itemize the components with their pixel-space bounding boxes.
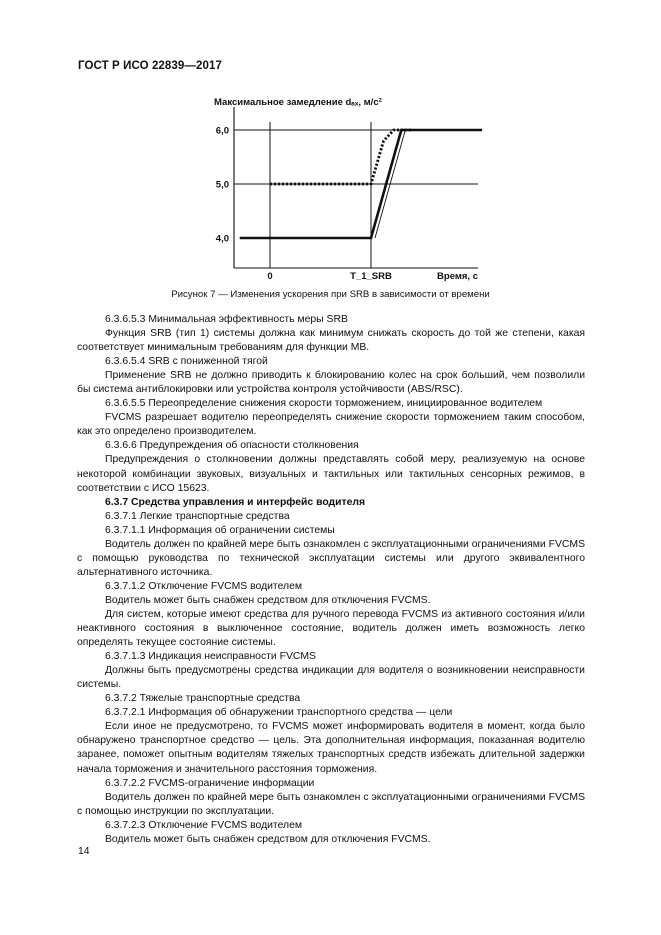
deceleration-chart bbox=[0, 0, 661, 290]
body-text bbox=[77, 313, 585, 847]
page-number: 14 bbox=[78, 846, 90, 857]
paragraph: Применение SRB не должно приводить к блокированию колес на срок больший, чем позволили бы система антиблокировки или устройства контроля устойчивости (ABS/RSC). bbox=[77, 370, 585, 396]
y-tick-label: 4,0 bbox=[215, 233, 229, 245]
paragraph: Водитель может быть снабжен средством для отключения FVCMS. bbox=[105, 833, 431, 845]
section-heading: 6.3.7.2.2 FVCMS-ограничение информации bbox=[105, 777, 315, 789]
x-tick-label: T_1_SRB bbox=[350, 271, 392, 282]
paragraph: Водитель должен по крайней мере быть ознакомлен с эксплуатационными ограничениями FVCMS с помощью инструкции по эксплуатации. bbox=[77, 791, 585, 817]
paragraph: Водитель должен по крайней мере быть ознакомлен с эксплуатационными ограничениями FVCMS с помощью руководства по технической эксплуатации системы или другого эквивалентного альтернативного источника. bbox=[77, 538, 585, 578]
y-tick-label: 6,0 bbox=[215, 125, 229, 137]
section-heading: 6.3.6.5.4 SRB с пониженной тягой bbox=[105, 356, 268, 368]
paragraph: Водитель может быть снабжен средством для отключения FVCMS. bbox=[105, 594, 431, 606]
section-heading: 6.3.7 Средства управления и интерфейс водителя bbox=[105, 496, 366, 508]
x-tick-label: 0 bbox=[267, 271, 273, 282]
section-heading: 6.3.6.6 Предупреждения об опасности столкновения bbox=[105, 440, 359, 452]
x-axis-label: Время, с bbox=[437, 271, 478, 282]
section-heading: 6.3.6.5.5 Переопределение снижения скорости торможением, инициированное водителем bbox=[105, 398, 543, 410]
section-heading: 6.3.7.1 Легкие транспортные средства bbox=[105, 510, 290, 522]
y-tick-label: 5,0 bbox=[215, 179, 229, 191]
paragraph: Предупреждения о столкновении должны представлять собой меру, реализуемую на основе некоторой комбинации звуковых, визуальных и тактильных или тактильных сенсорных режимов, в соответствии с ИСО 15623. bbox=[77, 454, 585, 494]
section-heading: 6.3.6.5.3 Минимальная эффективность меры SRB bbox=[105, 314, 348, 325]
document-header: ГОСТ Р ИСО 22839—2017 bbox=[78, 60, 223, 72]
section-heading: 6.3.7.1.2 Отключение FVCMS водителем bbox=[105, 580, 302, 592]
y-axis-label: Максимальное замедление dₐₓ, м/с² bbox=[214, 97, 382, 108]
paragraph: Функция SRB (тип 1) системы должна как минимум снижать скорость до той же степени, какая соответствует минимальным требованиям для функции MB. bbox=[77, 328, 585, 354]
series-line-dotted bbox=[270, 130, 411, 184]
paragraph: Для систем, которые имеют средства для ручного перевода FVCMS из активного состояния и/или неактивного состояния в выключенное состояние, водитель должен иметь возможность легко определять текущее состояние системы. bbox=[77, 608, 585, 649]
paragraph: Если иное не предусмотрено, то FVCMS может информировать водителя в момент, когда было обнаружено транспортное средство — цель. Эта дополнительная информация, показанная водителю заранее, поможет опытным водителям тяжелых транспортных средств избежать длительной задержки начала торможения и значительного расстояния торможения. bbox=[77, 721, 585, 775]
paragraph: Должны быть предусмотрены средства индикации для водителя о возникновении неисправности системы. bbox=[77, 665, 585, 691]
section-heading: 6.3.7.1.3 Индикация неисправности FVCMS bbox=[105, 651, 316, 663]
section-heading: 6.3.7.2.1 Информация об обнаружении транспортного средства — цели bbox=[105, 707, 453, 719]
section-heading: 6.3.7.2.3 Отключение FVCMS водителем bbox=[105, 819, 302, 831]
figure-caption: Рисунок 7 — Изменения ускорения при SRB в зависимости от времени bbox=[171, 289, 490, 300]
section-heading: 6.3.7.1.1 Информация об ограничении системы bbox=[105, 524, 335, 536]
paragraph: FVCMS разрешает водителю переопределять снижение скорости торможением таким способом, как это определено производителем. bbox=[77, 412, 585, 438]
section-heading: 6.3.7.2 Тяжелые транспортные средства bbox=[105, 693, 301, 705]
